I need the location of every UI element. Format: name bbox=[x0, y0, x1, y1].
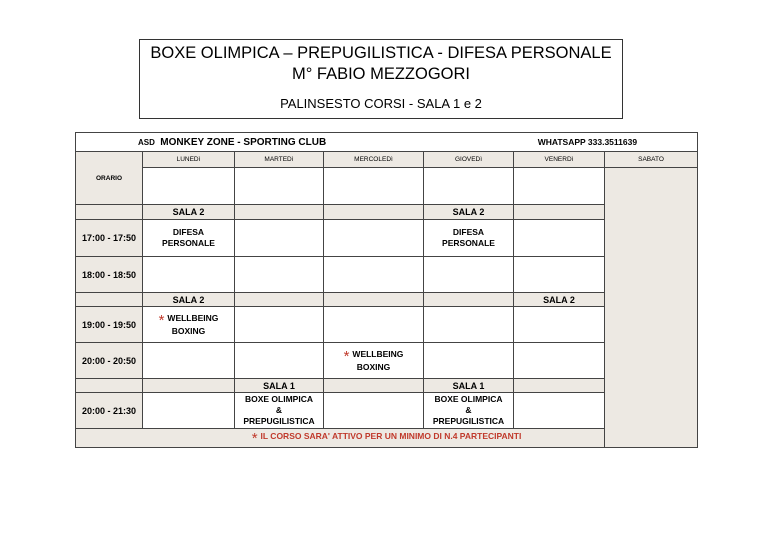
cell bbox=[76, 205, 143, 220]
cell bbox=[514, 343, 605, 379]
course-cell: BOXE OLIMPICA & PREPUGILISTICA bbox=[235, 393, 324, 429]
cell bbox=[514, 168, 605, 205]
cell bbox=[514, 307, 605, 343]
schedule-table bbox=[75, 132, 698, 448]
cell bbox=[235, 343, 324, 379]
course-cell bbox=[143, 307, 235, 343]
cell bbox=[235, 307, 324, 343]
title-line-1: BOXE OLIMPICA – PREPUGILISTICA - DIFESA PERSONALE bbox=[150, 44, 612, 62]
cell bbox=[324, 205, 424, 220]
cell bbox=[424, 168, 514, 205]
cell bbox=[324, 393, 424, 429]
cell bbox=[235, 205, 324, 220]
course-cell bbox=[324, 343, 424, 379]
cell bbox=[143, 393, 235, 429]
cell bbox=[514, 393, 605, 429]
course-name: WELLBEING BOXING bbox=[352, 348, 404, 372]
day-header-sabato: SABATO bbox=[605, 152, 698, 168]
cell bbox=[76, 379, 143, 393]
cell bbox=[514, 220, 605, 257]
day-header-mercoledi: MERCOLEDì bbox=[324, 152, 424, 168]
orario-label: ORARIO bbox=[76, 152, 143, 205]
cell bbox=[235, 293, 324, 307]
sala-label: SALA 1 bbox=[235, 379, 324, 393]
cell bbox=[324, 307, 424, 343]
cell bbox=[143, 168, 235, 205]
cell bbox=[424, 343, 514, 379]
title-line-2: M° FABIO MEZZOGORI bbox=[291, 65, 471, 83]
title-box bbox=[139, 39, 623, 119]
course-cell: DIFESA PERSONALE bbox=[143, 220, 235, 257]
cell bbox=[514, 257, 605, 293]
cell bbox=[143, 343, 235, 379]
club-header bbox=[76, 133, 698, 152]
sala-label: SALA 2 bbox=[514, 293, 605, 307]
club-name: MONKEY ZONE - SPORTING CLUB bbox=[160, 136, 327, 148]
asterisk-marker: * bbox=[343, 347, 350, 365]
cell bbox=[424, 257, 514, 293]
footnote bbox=[76, 429, 698, 448]
time-slot: 18:00 - 18:50 bbox=[76, 257, 143, 293]
footnote-text: IL CORSO SARA' ATTIVO PER UN MINIMO DI N.4 PARTECIPANTI bbox=[260, 430, 522, 441]
time-slot: 19:00 - 19:50 bbox=[76, 307, 143, 343]
sala-label: SALA 2 bbox=[424, 205, 514, 220]
sala-label: SALA 2 bbox=[143, 293, 235, 307]
cell bbox=[143, 257, 235, 293]
cell bbox=[235, 257, 324, 293]
cell bbox=[76, 293, 143, 307]
cell bbox=[514, 379, 605, 393]
whatsapp-number: WHATSAPP 333.3511639 bbox=[537, 137, 638, 147]
asterisk-marker: * bbox=[158, 311, 165, 329]
cell bbox=[424, 293, 514, 307]
course-cell: DIFESA PERSONALE bbox=[424, 220, 514, 257]
asterisk-marker: * bbox=[251, 429, 258, 447]
cell bbox=[324, 168, 424, 205]
sala-label: SALA 1 bbox=[424, 379, 514, 393]
club-asd: ASD bbox=[138, 137, 155, 147]
cell bbox=[324, 379, 424, 393]
title-line-3: PALINSESTO CORSI - SALA 1 e 2 bbox=[280, 96, 482, 111]
day-header-giovedi: GIOVEDì bbox=[424, 152, 514, 168]
cell bbox=[324, 220, 424, 257]
cell bbox=[143, 379, 235, 393]
course-name: WELLBEING BOXING bbox=[167, 312, 219, 336]
cell bbox=[324, 293, 424, 307]
cell bbox=[235, 168, 324, 205]
sabato-column bbox=[605, 168, 698, 448]
course-cell: BOXE OLIMPICA & PREPUGILISTICA bbox=[424, 393, 514, 429]
day-header-martedi: MARTEDì bbox=[235, 152, 324, 168]
time-slot: 20:00 - 21:30 bbox=[76, 393, 143, 429]
time-slot: 17:00 - 17:50 bbox=[76, 220, 143, 257]
cell bbox=[424, 307, 514, 343]
day-header-venerdi: VENERDì bbox=[514, 152, 605, 168]
cell bbox=[514, 205, 605, 220]
time-slot: 20:00 - 20:50 bbox=[76, 343, 143, 379]
sala-label: SALA 2 bbox=[143, 205, 235, 220]
cell bbox=[235, 220, 324, 257]
day-header-lunedi: LUNEDì bbox=[143, 152, 235, 168]
cell bbox=[324, 257, 424, 293]
